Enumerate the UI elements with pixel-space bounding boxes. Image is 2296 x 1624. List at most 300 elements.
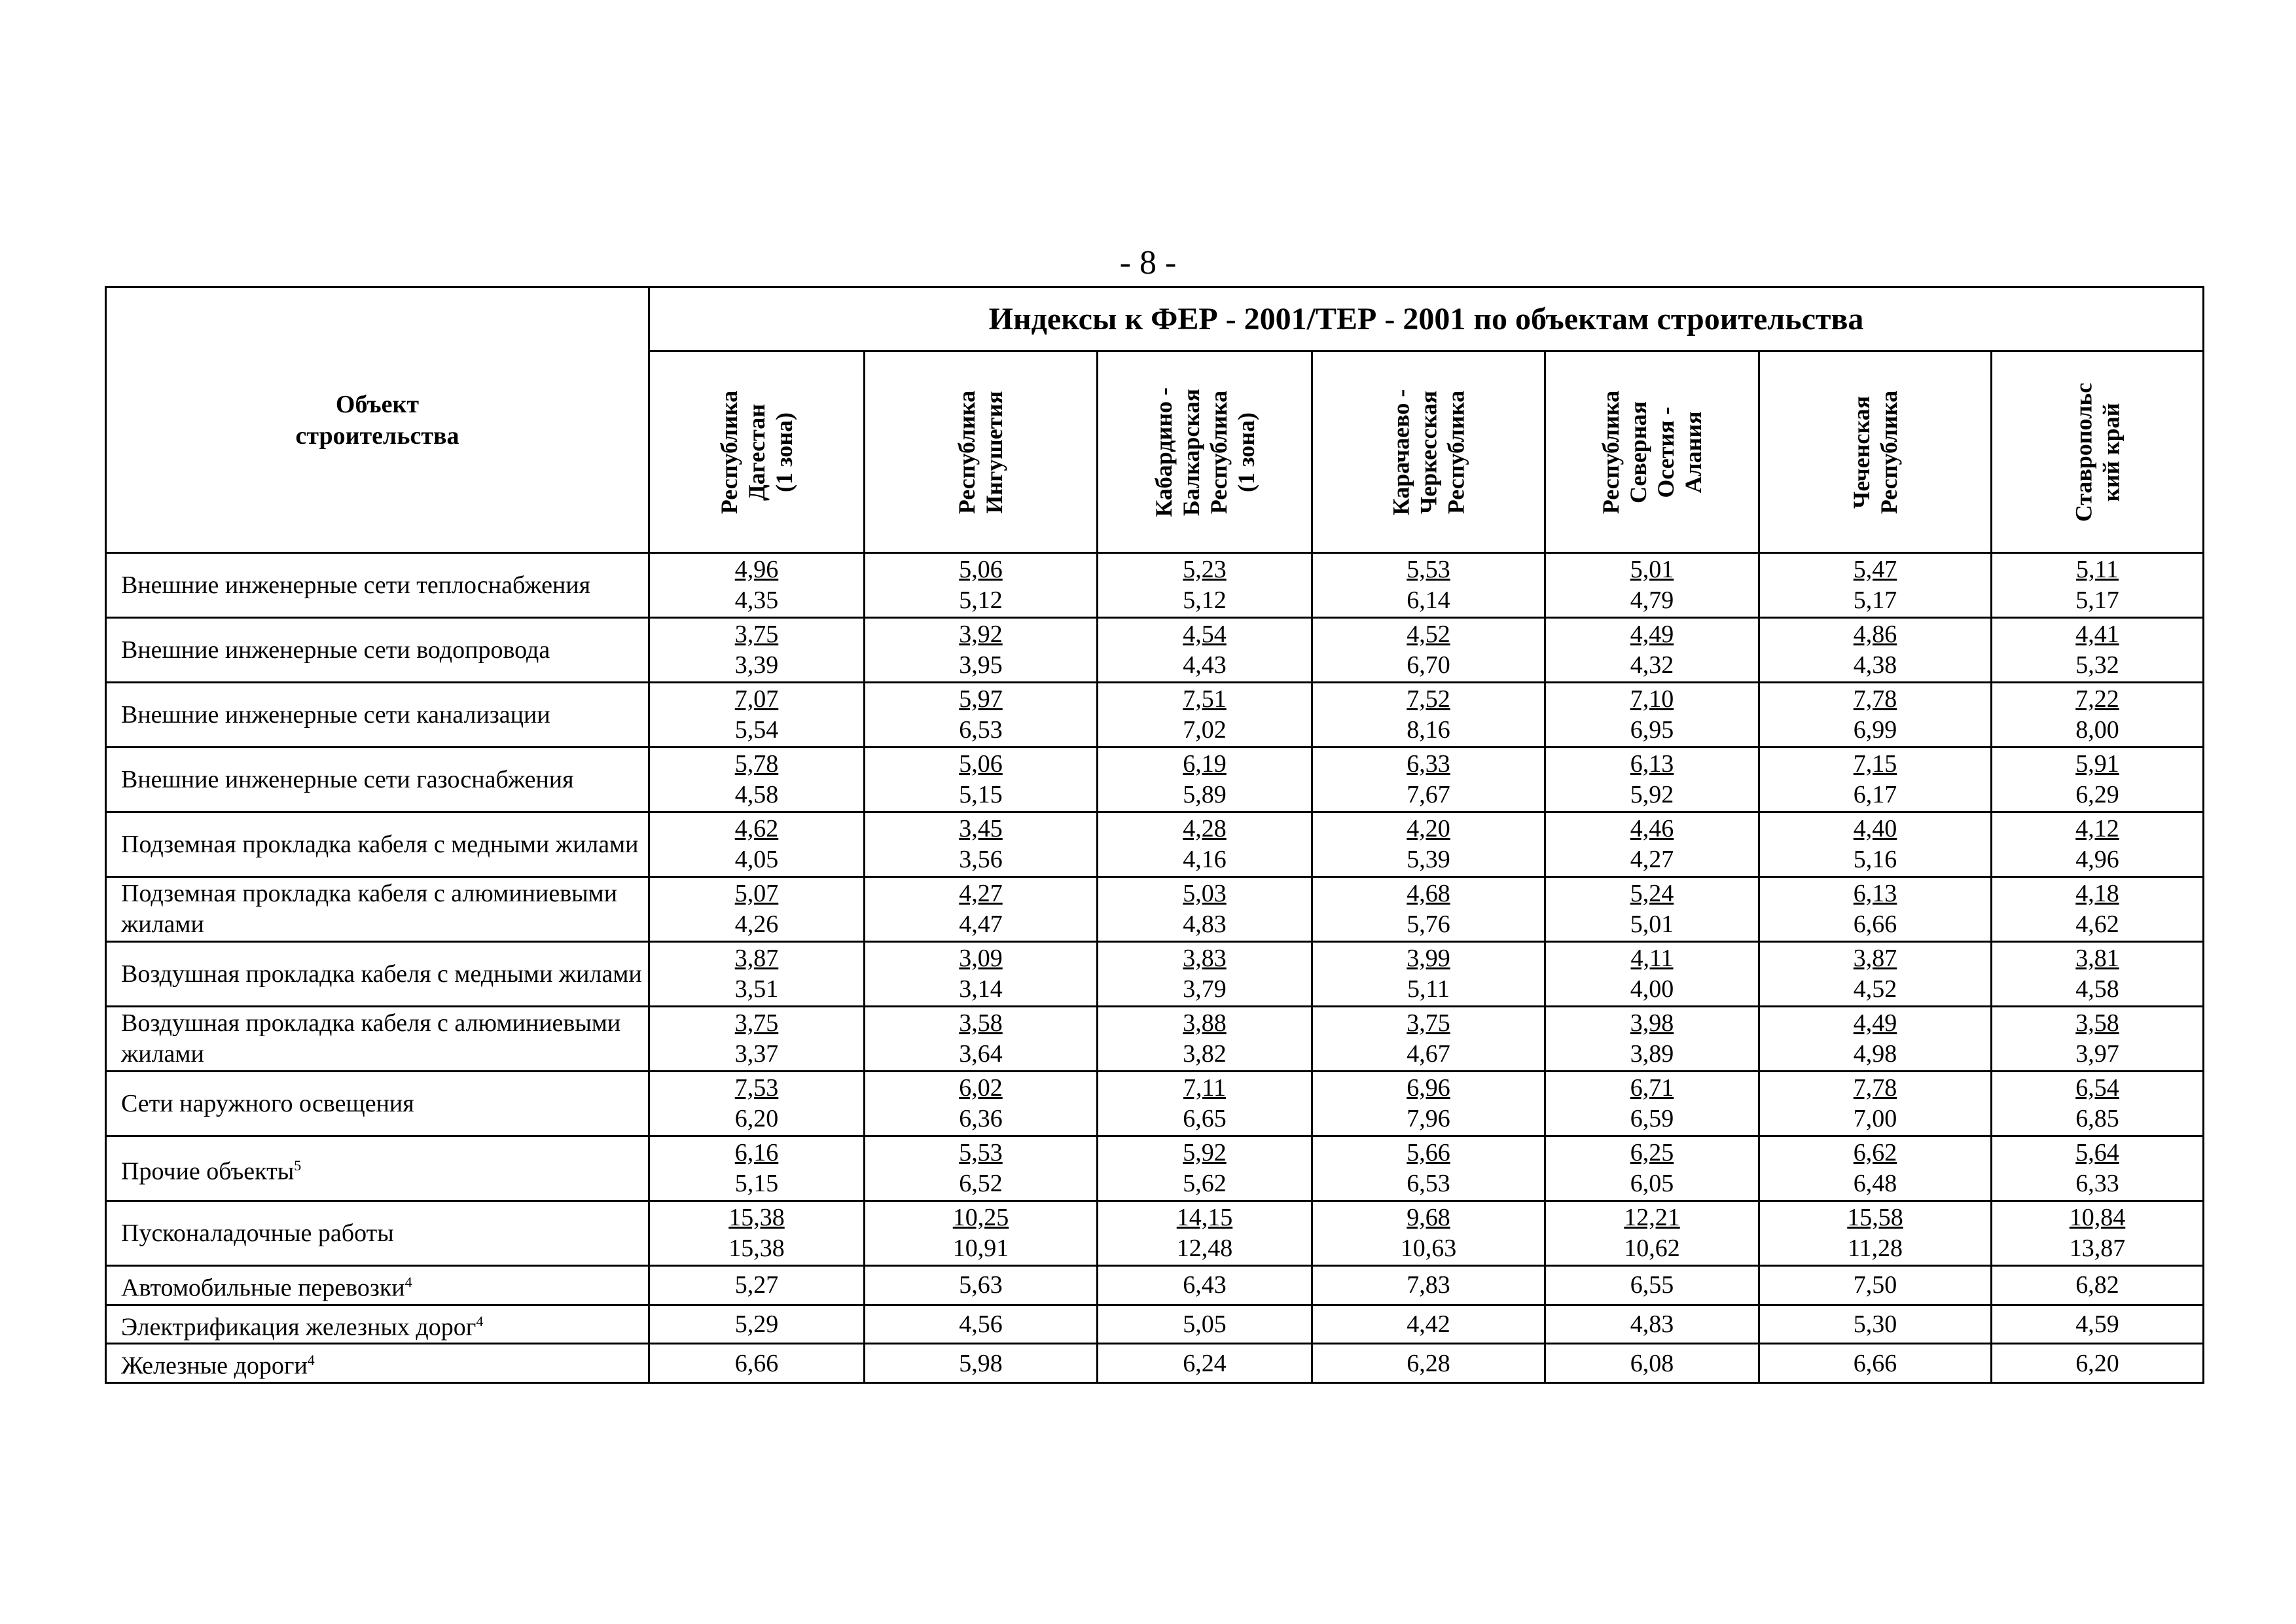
index-cell: [865, 1072, 1098, 1136]
index-cell: [649, 683, 865, 748]
index-value-bottom: 6,70: [1407, 651, 1450, 679]
index-cell: [649, 877, 865, 942]
index-value-top: 3,88: [1183, 1009, 1227, 1037]
region-label: Чеченская Республика: [1848, 390, 1902, 514]
index-value-top: 4,18: [2075, 880, 2119, 907]
index-value-bottom: 5,11: [1407, 975, 1450, 1003]
index-value-top: 4,11: [1630, 945, 1674, 972]
index-value-bottom: 6,29: [2075, 781, 2119, 808]
index-value-top: 5,47: [1853, 556, 1897, 583]
index-cell: 4,59: [1992, 1305, 2204, 1344]
index-value-top: 6,33: [1407, 750, 1450, 778]
index-value-bottom: 3,14: [959, 975, 1003, 1003]
index-cell: [1545, 812, 1759, 877]
index-value-bottom: 4,58: [2075, 975, 2119, 1003]
index-cell: [1098, 683, 1312, 748]
index-value-top: 3,81: [2075, 945, 2119, 972]
index-value-bottom: 5,01: [1630, 911, 1674, 938]
table-row: [106, 1266, 2204, 1305]
index-value-top: 4,96: [734, 556, 779, 583]
index-value-bottom: 4,62: [2075, 911, 2119, 938]
index-value-bottom: 3,82: [1183, 1040, 1227, 1068]
index-value-top: 15,38: [728, 1204, 785, 1231]
object-name: Пусконаладочные работы: [121, 1219, 394, 1247]
index-cell: [1759, 812, 1992, 877]
table-row: [106, 1007, 2204, 1072]
object-name-cell: [106, 942, 649, 1007]
index-cell: 4,83: [1545, 1305, 1759, 1344]
index-value-bottom: 6,99: [1853, 716, 1897, 744]
index-value-bottom: 4,43: [1183, 651, 1227, 679]
table-row: [106, 812, 2204, 877]
index-cell: 6,82: [1992, 1266, 2204, 1305]
index-value-top: 4,49: [1630, 621, 1674, 648]
object-name: Сети наружного освещения: [121, 1089, 414, 1117]
object-name-cell: [106, 877, 649, 942]
index-value-top: 3,98: [1630, 1009, 1674, 1037]
index-value-top: 3,75: [734, 621, 779, 648]
index-value-bottom: 6,52: [959, 1170, 1003, 1197]
table-row: [106, 1072, 2204, 1136]
index-cell: [1759, 1007, 1992, 1072]
index-cell: [1545, 683, 1759, 748]
index-value-top: 4,27: [959, 880, 1003, 907]
index-cell: [1759, 1072, 1992, 1136]
index-value-bottom: 4,83: [1183, 911, 1227, 938]
index-cell: [1098, 942, 1312, 1007]
index-value-top: 5,78: [734, 750, 779, 778]
index-cell: [865, 1007, 1098, 1072]
index-cell: [1312, 618, 1545, 683]
index-value-bottom: 4,26: [734, 911, 779, 938]
object-name: Внешние инженерные сети водопровода: [121, 636, 550, 664]
index-cell: 6,66: [1759, 1344, 1992, 1383]
index-cell: [1992, 618, 2204, 683]
index-value-top: 5,66: [1407, 1139, 1450, 1166]
index-cell: [1545, 1072, 1759, 1136]
index-value-top: 7,10: [1630, 685, 1674, 713]
index-value-top: 3,87: [734, 945, 779, 972]
index-value-top: 6,13: [1630, 750, 1674, 778]
index-value-bottom: 4,98: [1853, 1040, 1897, 1068]
index-cell: [1992, 1072, 2204, 1136]
index-cell: 6,43: [1098, 1266, 1312, 1305]
index-cell: [1545, 877, 1759, 942]
region-header: [865, 352, 1098, 553]
index-value-top: 5,06: [959, 556, 1003, 583]
index-value-bottom: 6,48: [1853, 1170, 1897, 1197]
table-row: [106, 683, 2204, 748]
index-cell: 7,50: [1759, 1266, 1992, 1305]
page-number: - 8 -: [1119, 244, 1177, 281]
index-cell: [649, 812, 865, 877]
index-cell: [1312, 553, 1545, 618]
index-cell: [1759, 1136, 1992, 1201]
index-cell: [649, 553, 865, 618]
index-cell: [1312, 1007, 1545, 1072]
region-header: [1098, 352, 1312, 553]
object-name-cell: [106, 618, 649, 683]
index-cell: 5,63: [865, 1266, 1098, 1305]
index-value-bottom: 5,39: [1407, 846, 1450, 873]
index-cell: [1312, 748, 1545, 812]
index-value-top: 4,49: [1853, 1009, 1897, 1037]
table-body: [106, 553, 2204, 1383]
index-value-bottom: 4,38: [1853, 651, 1897, 679]
index-cell: 6,66: [649, 1344, 865, 1383]
index-value-top: 3,75: [734, 1009, 779, 1037]
index-value-top: 4,54: [1183, 621, 1227, 648]
index-cell: [865, 877, 1098, 942]
index-cell: [865, 1136, 1098, 1201]
index-cell: 6,08: [1545, 1344, 1759, 1383]
index-value-top: 3,92: [959, 621, 1003, 648]
object-name-cell: [106, 1072, 649, 1136]
index-cell: [1098, 1007, 1312, 1072]
index-value-top: 6,25: [1630, 1139, 1674, 1166]
object-name: Подземная прокладка кабеля с медными жилами: [121, 830, 639, 858]
index-value-bottom: 6,05: [1630, 1170, 1674, 1197]
object-name: Автомобильные перевозки: [121, 1274, 405, 1302]
index-value-bottom: 4,32: [1630, 651, 1674, 679]
object-name-cell: [106, 1007, 649, 1072]
region-label: Кабардино - Балкарская Республика (1 зона): [1150, 387, 1259, 517]
index-cell: [865, 942, 1098, 1007]
region-label: Карачаево - Черкесская Республика: [1388, 389, 1469, 515]
index-cell: [1312, 877, 1545, 942]
index-cell: 6,20: [1992, 1344, 2204, 1383]
index-value-top: 4,28: [1183, 815, 1227, 842]
index-value-top: 3,83: [1183, 945, 1227, 972]
index-value-top: 6,96: [1407, 1074, 1450, 1102]
index-value-bottom: 6,14: [1407, 586, 1450, 614]
index-cell: [1098, 1201, 1312, 1266]
index-value-top: 7,07: [734, 685, 779, 713]
index-cell: [1545, 1136, 1759, 1201]
index-value-bottom: 4,79: [1630, 586, 1674, 614]
index-cell: [1992, 877, 2204, 942]
index-value-top: 3,58: [959, 1009, 1003, 1037]
region-header: [1759, 352, 1992, 553]
index-cell: [1098, 1136, 1312, 1201]
object-name: Подземная прокладка кабеля с алюминиевыми жилами: [121, 880, 618, 938]
object-name: Железные дороги: [121, 1352, 308, 1380]
index-cell: [1992, 1007, 2204, 1072]
footnote-mark: 4: [307, 1352, 315, 1369]
index-value-top: 9,68: [1407, 1204, 1450, 1231]
index-cell: [1312, 1201, 1545, 1266]
footnote-mark: 5: [294, 1157, 302, 1174]
region-header: [1312, 352, 1545, 553]
index-value-top: 6,62: [1853, 1139, 1897, 1166]
region-label: Республика Северная Осетия - Алания: [1597, 390, 1706, 514]
index-value-top: 5,07: [734, 880, 779, 907]
object-name: Внешние инженерные сети газоснабжения: [121, 765, 574, 793]
index-value-top: 3,45: [959, 815, 1003, 842]
index-value-bottom: 6,85: [2075, 1105, 2119, 1132]
index-cell: [865, 553, 1098, 618]
index-value-top: 5,01: [1630, 556, 1674, 583]
index-value-bottom: 10,63: [1400, 1235, 1457, 1262]
index-cell: [1759, 618, 1992, 683]
index-value-bottom: 5,16: [1853, 846, 1897, 873]
index-cell: 5,27: [649, 1266, 865, 1305]
index-value-top: 5,92: [1183, 1139, 1227, 1166]
index-value-top: 3,99: [1407, 945, 1450, 972]
index-value-bottom: 3,97: [2075, 1040, 2119, 1068]
index-value-bottom: 4,47: [959, 911, 1003, 938]
table-row: [106, 1344, 2204, 1383]
index-value-top: 7,78: [1853, 1074, 1897, 1102]
index-cell: [1312, 942, 1545, 1007]
index-value-top: 6,16: [734, 1139, 779, 1166]
index-value-bottom: 5,92: [1630, 781, 1674, 808]
index-cell: 7,83: [1312, 1266, 1545, 1305]
index-cell: 6,24: [1098, 1344, 1312, 1383]
index-value-bottom: 3,37: [734, 1040, 779, 1068]
index-value-top: 5,53: [959, 1139, 1003, 1166]
index-value-bottom: 15,38: [728, 1235, 785, 1262]
object-name: Прочие объекты: [121, 1157, 295, 1185]
index-value-top: 12,21: [1624, 1204, 1680, 1231]
index-value-bottom: 6,66: [1853, 911, 1897, 938]
index-value-bottom: 6,36: [959, 1105, 1003, 1132]
index-value-top: 5,64: [2075, 1139, 2119, 1166]
index-value-top: 5,97: [959, 685, 1003, 713]
region-header: [1992, 352, 2204, 553]
index-value-top: 7,11: [1183, 1074, 1227, 1102]
object-name-cell: [106, 1305, 649, 1344]
index-value-bottom: 4,05: [734, 846, 779, 873]
object-name-cell: [106, 748, 649, 812]
index-value-top: 4,46: [1630, 815, 1674, 842]
footnote-mark: 4: [404, 1274, 412, 1290]
index-cell: [1759, 683, 1992, 748]
index-value-top: 5,24: [1630, 880, 1674, 907]
index-value-bottom: 6,65: [1183, 1105, 1227, 1132]
index-value-top: 3,87: [1853, 945, 1897, 972]
index-cell: 4,42: [1312, 1305, 1545, 1344]
index-cell: 5,30: [1759, 1305, 1992, 1344]
index-value-top: 6,71: [1630, 1074, 1674, 1102]
index-value-top: 10,84: [2069, 1204, 2126, 1231]
index-cell: [1759, 553, 1992, 618]
index-value-bottom: 12,48: [1176, 1235, 1233, 1262]
index-cell: [1759, 942, 1992, 1007]
index-cell: [1312, 812, 1545, 877]
index-value-bottom: 5,62: [1183, 1170, 1227, 1197]
index-value-bottom: 5,54: [734, 716, 779, 744]
index-value-bottom: 5,15: [734, 1170, 779, 1197]
index-value-top: 6,02: [959, 1074, 1003, 1102]
table-row: [106, 1305, 2204, 1344]
index-cell: [1098, 748, 1312, 812]
region-label: Республика Дагестан (1 зона): [715, 390, 797, 514]
index-cell: [1312, 1136, 1545, 1201]
table-row: [106, 1201, 2204, 1266]
index-value-bottom: 11,28: [1847, 1235, 1903, 1262]
index-cell: [649, 1201, 865, 1266]
table-row: [106, 618, 2204, 683]
index-value-bottom: 4,35: [734, 586, 779, 614]
index-value-top: 3,58: [2075, 1009, 2119, 1037]
index-value-top: 5,06: [959, 750, 1003, 778]
object-name-cell: [106, 1266, 649, 1305]
index-value-top: 5,03: [1183, 880, 1227, 907]
index-cell: 5,98: [865, 1344, 1098, 1383]
index-value-bottom: 4,00: [1630, 975, 1674, 1003]
index-cell: [1312, 683, 1545, 748]
index-value-top: 5,91: [2075, 750, 2119, 778]
index-value-top: 4,12: [2075, 815, 2119, 842]
index-value-top: 3,75: [1407, 1009, 1450, 1037]
index-value-top: 7,22: [2075, 685, 2119, 713]
region-header: [1545, 352, 1759, 553]
index-value-bottom: 7,96: [1407, 1105, 1450, 1132]
index-cell: [1759, 748, 1992, 812]
index-value-bottom: 3,51: [734, 975, 779, 1003]
index-value-bottom: 6,53: [959, 716, 1003, 744]
index-cell: [865, 1201, 1098, 1266]
index-value-bottom: 6,53: [1407, 1170, 1450, 1197]
table-row: [106, 1136, 2204, 1201]
index-cell: [865, 683, 1098, 748]
index-value-top: 6,13: [1853, 880, 1897, 907]
index-cell: [1098, 877, 1312, 942]
index-value-bottom: 5,76: [1407, 911, 1450, 938]
index-cell: [649, 1072, 865, 1136]
index-cell: 4,56: [865, 1305, 1098, 1344]
index-value-top: 7,52: [1407, 685, 1450, 713]
index-value-bottom: 3,95: [959, 651, 1003, 679]
index-value-bottom: 5,17: [2075, 586, 2119, 614]
index-value-top: 3,09: [959, 945, 1003, 972]
index-value-bottom: 10,62: [1624, 1235, 1680, 1262]
index-value-top: 5,53: [1407, 556, 1450, 583]
index-value-bottom: 3,64: [959, 1040, 1003, 1068]
index-cell: [1098, 618, 1312, 683]
object-name-cell: [106, 1344, 649, 1383]
object-name: Воздушная прокладка кабеля с медными жилами: [121, 960, 642, 988]
index-cell: [649, 748, 865, 812]
index-value-bottom: 5,17: [1853, 586, 1897, 614]
index-value-top: 4,68: [1407, 880, 1450, 907]
index-value-top: 10,25: [952, 1204, 1009, 1231]
index-value-bottom: 4,67: [1407, 1040, 1450, 1068]
index-value-bottom: 6,33: [2075, 1170, 2119, 1197]
index-value-bottom: 4,58: [734, 781, 779, 808]
index-value-top: 5,23: [1183, 556, 1227, 583]
index-value-bottom: 4,96: [2075, 846, 2119, 873]
index-value-bottom: 7,00: [1853, 1105, 1897, 1132]
region-header: [649, 352, 865, 553]
object-name-cell: [106, 683, 649, 748]
index-value-top: 6,19: [1183, 750, 1227, 778]
object-column-header: Объект строительства: [106, 287, 649, 553]
index-value-top: 7,78: [1853, 685, 1897, 713]
object-name-cell: [106, 1136, 649, 1201]
index-cell: [1992, 942, 2204, 1007]
index-cell: [649, 618, 865, 683]
index-value-bottom: 6,17: [1853, 781, 1897, 808]
table-row: [106, 748, 2204, 812]
table-row: [106, 877, 2204, 942]
footnote-mark: 4: [476, 1312, 484, 1329]
index-value-top: 7,53: [734, 1074, 779, 1102]
index-value-top: 5,11: [2075, 556, 2119, 583]
index-value-bottom: 6,59: [1630, 1105, 1674, 1132]
index-cell: [1545, 748, 1759, 812]
index-value-bottom: 8,00: [2075, 716, 2119, 744]
header-row-top: [106, 287, 2204, 352]
index-cell: [649, 1136, 865, 1201]
index-cell: [1759, 877, 1992, 942]
object-name-cell: [106, 812, 649, 877]
index-cell: [1545, 1007, 1759, 1072]
index-cell: [1992, 683, 2204, 748]
table-row: [106, 553, 2204, 618]
index-value-bottom: 4,52: [1853, 975, 1897, 1003]
index-cell: 5,29: [649, 1305, 865, 1344]
object-name-cell: [106, 1201, 649, 1266]
index-cell: [1992, 1136, 2204, 1201]
index-cell: [1759, 1201, 1992, 1266]
index-cell: [1098, 553, 1312, 618]
index-value-bottom: 10,91: [952, 1235, 1009, 1262]
index-value-bottom: 3,56: [959, 846, 1003, 873]
index-value-bottom: 5,32: [2075, 651, 2119, 679]
index-value-bottom: 13,87: [2069, 1235, 2126, 1262]
index-value-bottom: 3,89: [1630, 1040, 1674, 1068]
index-value-bottom: 6,20: [734, 1105, 779, 1132]
index-cell: [649, 942, 865, 1007]
index-cell: 5,05: [1098, 1305, 1312, 1344]
index-value-bottom: 8,16: [1407, 716, 1450, 744]
index-value-top: 4,86: [1853, 621, 1897, 648]
index-cell: [1545, 553, 1759, 618]
index-cell: 6,55: [1545, 1266, 1759, 1305]
index-cell: [865, 748, 1098, 812]
index-value-top: 6,54: [2075, 1074, 2119, 1102]
region-label: Республика Ингушетия: [954, 390, 1008, 514]
index-cell: [1992, 748, 2204, 812]
index-cell: [1545, 618, 1759, 683]
object-name-cell: [106, 553, 649, 618]
index-value-top: 4,52: [1407, 621, 1450, 648]
object-name: Внешние инженерные сети канализации: [121, 700, 550, 729]
index-cell: [649, 1007, 865, 1072]
index-cell: [1545, 1201, 1759, 1266]
object-name: Внешние инженерные сети теплоснабжения: [121, 571, 591, 599]
index-value-top: 14,15: [1176, 1204, 1233, 1231]
index-cell: [1992, 553, 2204, 618]
index-value-bottom: 6,95: [1630, 716, 1674, 744]
index-value-bottom: 4,27: [1630, 846, 1674, 873]
index-cell: [1545, 942, 1759, 1007]
index-cell: 6,28: [1312, 1344, 1545, 1383]
table-row: [106, 942, 2204, 1007]
object-name: Воздушная прокладка кабеля с алюминиевыми жилами: [121, 1009, 621, 1068]
index-value-top: 4,40: [1853, 815, 1897, 842]
index-cell: [865, 812, 1098, 877]
index-value-top: 15,58: [1847, 1204, 1903, 1231]
indices-header: Индексы к ФЕР - 2001/ТЕР - 2001 по объектам строительства: [649, 287, 2204, 352]
index-value-bottom: 4,16: [1183, 846, 1227, 873]
index-value-bottom: 5,89: [1183, 781, 1227, 808]
index-value-top: 4,20: [1407, 815, 1450, 842]
index-value-bottom: 5,12: [959, 586, 1003, 614]
index-cell: [1098, 1072, 1312, 1136]
